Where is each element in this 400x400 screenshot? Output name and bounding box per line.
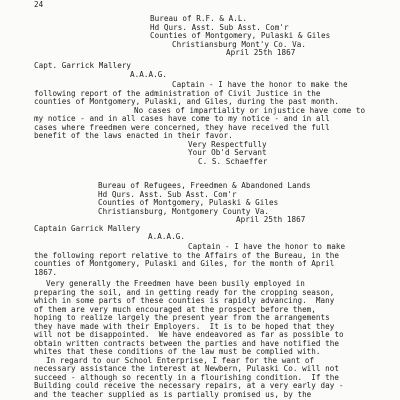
letter2-intro-line: 1867. — [34, 267, 58, 277]
letter1-signature: C. S. Schaeffer — [198, 156, 268, 166]
letter1-recipient-name: Capt. Garrick Mallery — [34, 61, 132, 70]
letter2-header-line: Hd Qurs. Asst. Sub Asst. Com'r — [98, 189, 237, 199]
letter2-body-line: and the teacher supplied as is partially promised us, by the — [34, 389, 312, 399]
letter1-date: April 25th 1867 — [226, 48, 296, 57]
letter2-body-line: preparing the soil, and in getting ready for the cropping season, — [34, 287, 335, 297]
letter2-header-line: Bureau of Refugees, Freedmen & Abandoned Lands — [98, 181, 311, 190]
letter2-body-line: obtain written contracts between the parties and have notified the — [34, 338, 340, 348]
letter2-body-line: will not be disappointed. We have endeavored as far as possible to — [34, 330, 344, 339]
letter2-recipient-title: A.A.A.G. — [148, 232, 185, 241]
letter1-body-line: No cases of impartiality or injustice have come to — [134, 105, 366, 115]
letter1-closing2: Your Ob'd Servant — [188, 148, 267, 157]
letter1-header-line: Bureau of R.F. & A.L. — [150, 14, 248, 23]
letter1-body-line: following report of the administration of Civil Justice in the — [34, 88, 321, 98]
letter2-header-line: Counties of Montgomery, Pulaski & Giles — [98, 198, 279, 207]
letter2-body-line: Very generally the Freedmen have been busily employed in — [46, 279, 305, 288]
letter2-body-line: necessary assistance the interest at Newbern, Pulaski Co. will not — [34, 364, 340, 373]
letter1-closing: Very Respectfully — [188, 139, 267, 149]
page-number: 24 — [34, 0, 44, 9]
letter2-body-line: Building could receive the necessary repairs, at a very early day - — [34, 381, 344, 390]
letter1-body-line: benefit of the laws enacted in their favor. — [34, 131, 233, 140]
letter1-header-line: Hd Qurs. Asst. Sub Asst. Com'r — [150, 22, 289, 32]
letter1-body-line: Captain - I have the honor to make the — [172, 80, 348, 89]
letter2-intro-line: Captain - I have the honor to make — [188, 242, 346, 251]
letter2-body-line: In regard to our School Enterprise, I fear for the want of — [46, 355, 315, 365]
letter1-header-line: Christiansburg Mont'y Co. Va. — [172, 39, 307, 49]
letter1-body-line: my notice - and in all cases have come to my notice - and in all — [34, 114, 330, 123]
letter2-intro-line: counties of Montgomery, Pulaski and Giles, for the month of April — [34, 259, 335, 268]
letter1-recipient-title: A.A.A.G. — [130, 69, 167, 79]
letter2-header-line: Christiansburg, Montgomery County Va. — [98, 206, 270, 216]
letter2-body-line: which in some parts of these counties is rapidly advancing. Many — [34, 296, 335, 305]
letter2-body-line: whites that these conditions of the law must be complied with. — [34, 347, 321, 356]
letter1-body-line: counties of Montgomery, Pulaski, and Giles, during the past month. — [34, 97, 340, 106]
letter2-body-line: succeed - although so recently in a flourishing condition. If the — [34, 372, 340, 382]
letter2-body-line: hoping to realize largely the present year from the arrangements — [34, 313, 330, 322]
letter2-body-line: they have made with their Employers. It is to be hoped that they — [34, 321, 335, 331]
letter1-header-line: Counties of Montgomery, Pulaski & Giles — [150, 31, 331, 40]
letter2-date: April 25th 1867 — [236, 215, 306, 224]
letter1-body-line: cases where freedmen were concerned, they have received the full — [34, 122, 330, 132]
letter2-body-line: of them are very much encouraged at the prospect before them, — [34, 304, 316, 314]
letter2-recipient-name: Captain Garrick Mallery — [34, 223, 141, 233]
letter2-intro-line: the following report relative to the Affairs of the Bureau, in the — [34, 250, 340, 260]
